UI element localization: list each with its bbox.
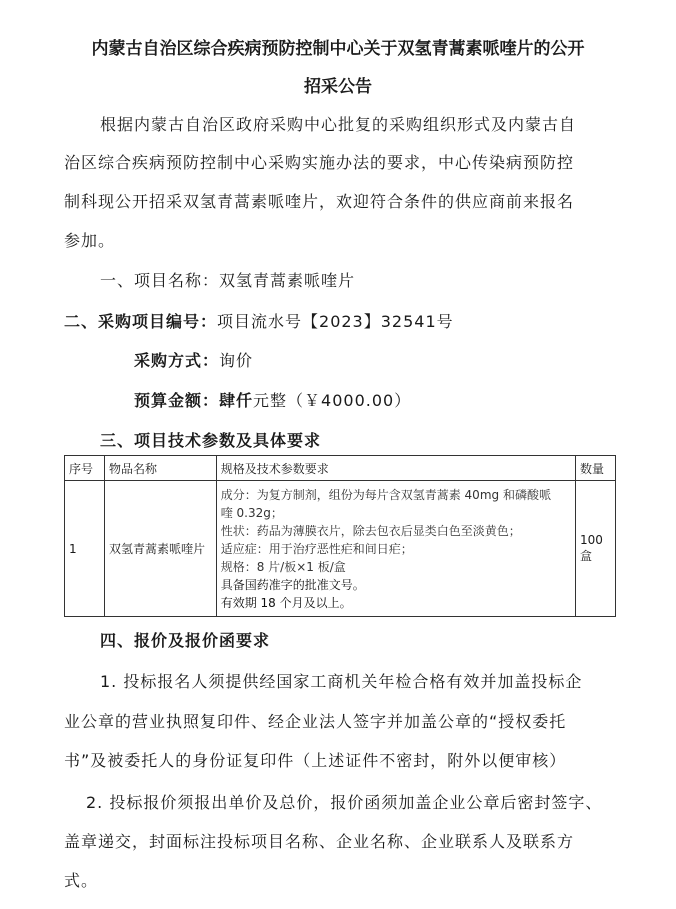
header-no: 序号 [65,456,105,481]
header-name: 物品名称 [104,456,216,481]
spec-line: 适应症：用于治疗恶性疟和间日疟； [220,541,413,556]
spec-table [64,455,616,617]
budget-value-bold: 肆仟 [219,391,254,410]
spec-table-header [65,456,616,481]
project-name-value: 双氢青蒿素哌喹片 [219,271,356,290]
intro-line3: 制科现公开招采双氢青蒿素哌喹片，欢迎符合条件的供应商前来报名 [64,192,575,211]
req2-line1: 2. 投标报价须报出单价及总价，报价函须加盖企业公章后密封签字、 [86,793,603,812]
header-spec: 规格及技术参数要求 [216,456,575,481]
cell-no: 1 [65,481,105,617]
project-number-value: 项目流水号【2023】32541号 [217,312,454,331]
spec-line: 具备国药准字的批准文号。 [220,577,365,592]
spec-line: 成分：为复方制剂，组份为每片含双氢青蒿素 40mg 和磷酸哌 [220,487,551,502]
req1-line2: 业公章的营业执照复印件、经企业法人签字并加盖公章的“授权委托 [64,712,567,731]
budget-label: 预算金额： [134,391,220,410]
req1-line1: 1. 投标报名人须提供经国家工商机关年检合格有效并加盖投标企 [100,672,583,691]
budget-value-rest: 元整（￥4000.00） [253,391,412,410]
cell-name: 双氢青蒿素哌喹片 [104,481,216,617]
intro-line2: 治区综合疾病预防控制中心采购实施办法的要求，中心传染病预防控 [64,153,575,172]
req2-line2: 盖章递交，封面标注投标项目名称、企业名称、企业联系人及联系方 [64,832,575,851]
req1-line3: 书”及被委托人的身份证复印件（上述证件不密封，附外以便审核） [64,751,567,770]
table-row [65,481,616,617]
header-qty: 数量 [576,456,616,481]
cell-spec [216,481,575,617]
project-name-label: 一、项目名称： [100,271,220,290]
project-number-label: 二、采购项目编号： [64,312,218,331]
section4-heading: 四、报价及报价函要求 [100,631,271,650]
budget-row [134,388,411,411]
notice-title-line1: 内蒙古自治区综合疾病预防控制中心关于双氢青蒿素哌喹片的公开 [91,39,585,59]
project-name-row [100,268,355,291]
req2-line3: 式。 [64,871,99,890]
spec-line: 有效期 18 个月及以上。 [220,595,352,610]
cell-qty: 100盒 [576,481,616,617]
procurement-method-label: 采购方式： [134,351,220,370]
project-number-row [64,309,454,332]
procurement-method-value: 询价 [219,351,254,370]
intro-line4: 参加。 [64,231,116,250]
procurement-method-row [134,348,253,371]
intro-line1: 根据内蒙古自治区政府采购中心批复的采购组织形式及内蒙古自 [100,115,577,134]
spec-line: 性状：药品为薄膜衣片，除去包衣后显类白色至淡黄色； [220,523,521,538]
spec-line: 喹 0.32g； [220,505,283,520]
notice-title-line2: 招采公告 [304,77,372,97]
spec-line: 规格：8 片/板×1 板/盒 [220,559,346,574]
section3-heading: 三、项目技术参数及具体要求 [100,431,322,450]
